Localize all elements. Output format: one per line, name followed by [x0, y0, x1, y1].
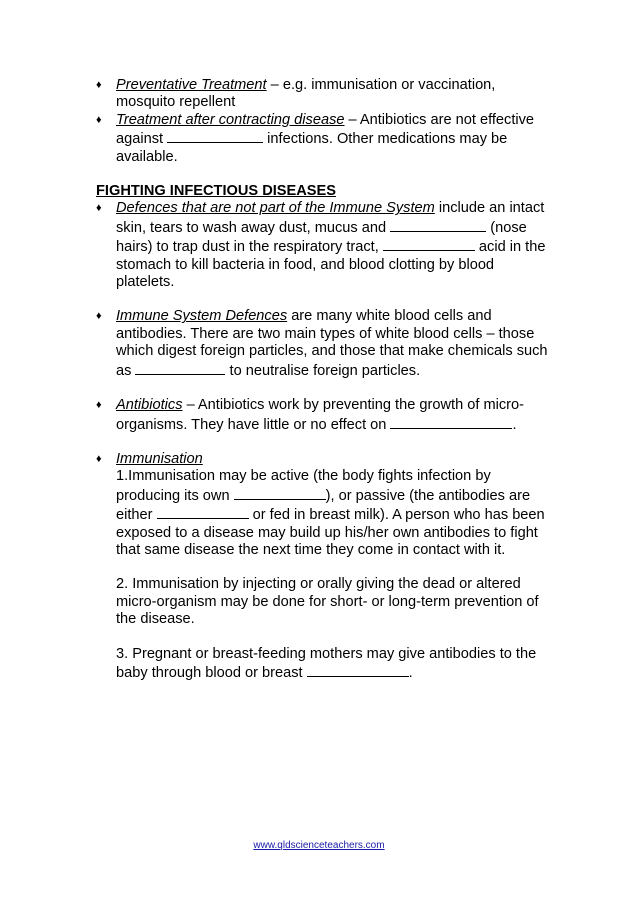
diamond-bullet-icon: ♦	[96, 113, 102, 126]
immunisation-paragraph-1	[116, 468, 556, 559]
defences-text-b: (nose hairs) to trap dust in the respiratory tract,	[116, 219, 527, 256]
list-item-immunisation	[96, 451, 556, 682]
defences-text-a: include an intact skin, tears to wash away dust, mucus and	[116, 200, 545, 236]
treatment-term: Treatment after contracting disease	[116, 111, 345, 128]
fill-in-blank[interactable]	[390, 415, 512, 429]
immunisation-term: Immunisation	[116, 450, 203, 467]
treatment-text-b: infections. Other medications may be available.	[116, 131, 508, 165]
list-item-preventative	[96, 77, 556, 112]
diamond-bullet-icon: ♦	[96, 202, 102, 215]
immunisation-p1-text-b: ), or passive (the antibodies are either	[116, 487, 531, 524]
list-item-defences	[96, 200, 556, 291]
immunisation-p3-text-b: .	[408, 664, 413, 681]
defences-text-c: acid in the stomach to kill bacteria in food, and blood clotting by blood platelets.	[116, 239, 546, 291]
list-item-immune	[96, 308, 556, 380]
fill-in-blank[interactable]	[157, 505, 249, 519]
immunisation-p1-text-a: 1.Immunisation may be active (the body fights infection by producing its own	[116, 468, 491, 504]
preventative-text: – e.g. immunisation or vaccination, mosquito repellent	[116, 77, 496, 111]
diamond-bullet-icon: ♦	[96, 310, 102, 323]
fill-in-blank[interactable]	[383, 237, 475, 251]
antibiotics-text-a: – Antibiotics work by preventing the growth of micro-organisms. They have little or no effect on	[116, 397, 525, 433]
list-item-antibiotics	[96, 397, 556, 434]
immune-text-a: are many white blood cells and antibodies. There are two main types of white blood cells – those which digest foreign particles, and those that make chemicals such as	[116, 308, 548, 379]
diamond-bullet-icon: ♦	[96, 452, 102, 465]
immune-term: Immune System Defences	[116, 308, 288, 325]
treatment-text-a: – Antibiotics are not effective against	[116, 111, 535, 148]
diamond-bullet-icon: ♦	[96, 399, 102, 412]
fill-in-blank[interactable]	[390, 218, 486, 232]
footer-link[interactable]: www.qldscienceteachers.com	[253, 840, 385, 851]
section-heading: FIGHTING INFECTIOUS DISEASES	[96, 183, 337, 200]
worksheet-content	[96, 77, 556, 682]
fill-in-blank[interactable]	[307, 663, 409, 677]
fill-in-blank[interactable]	[135, 361, 225, 375]
antibiotics-term: Antibiotics	[116, 397, 183, 414]
fill-in-blank[interactable]	[234, 486, 326, 500]
preventative-treatment-term: Preventative Treatment	[116, 77, 267, 93]
immune-text-b: to neutralise foreign particles.	[225, 362, 421, 379]
immunisation-p3-text-a: 3. Pregnant or breast-feeding mothers may give antibodies to the baby through blood or breast	[116, 645, 537, 681]
immunisation-paragraph-3	[116, 646, 556, 683]
immunisation-p1-text-c: or fed in breast milk). A person who has been exposed to a disease may build up his/her own antibodies to fight that same disease the next time they come in contact with it.	[116, 507, 545, 558]
list-item-treatment	[96, 112, 556, 166]
antibiotics-text-b: .	[512, 416, 517, 433]
diamond-bullet-icon: ♦	[96, 79, 102, 91]
defences-term: Defences that are not part of the Immune System	[116, 200, 435, 217]
immunisation-paragraph-2: 2. Immunisation by injecting or orally giving the dead or altered micro-organism may be done for short- or long-term prevention of the disease.	[116, 576, 539, 628]
fill-in-blank[interactable]	[167, 129, 263, 143]
